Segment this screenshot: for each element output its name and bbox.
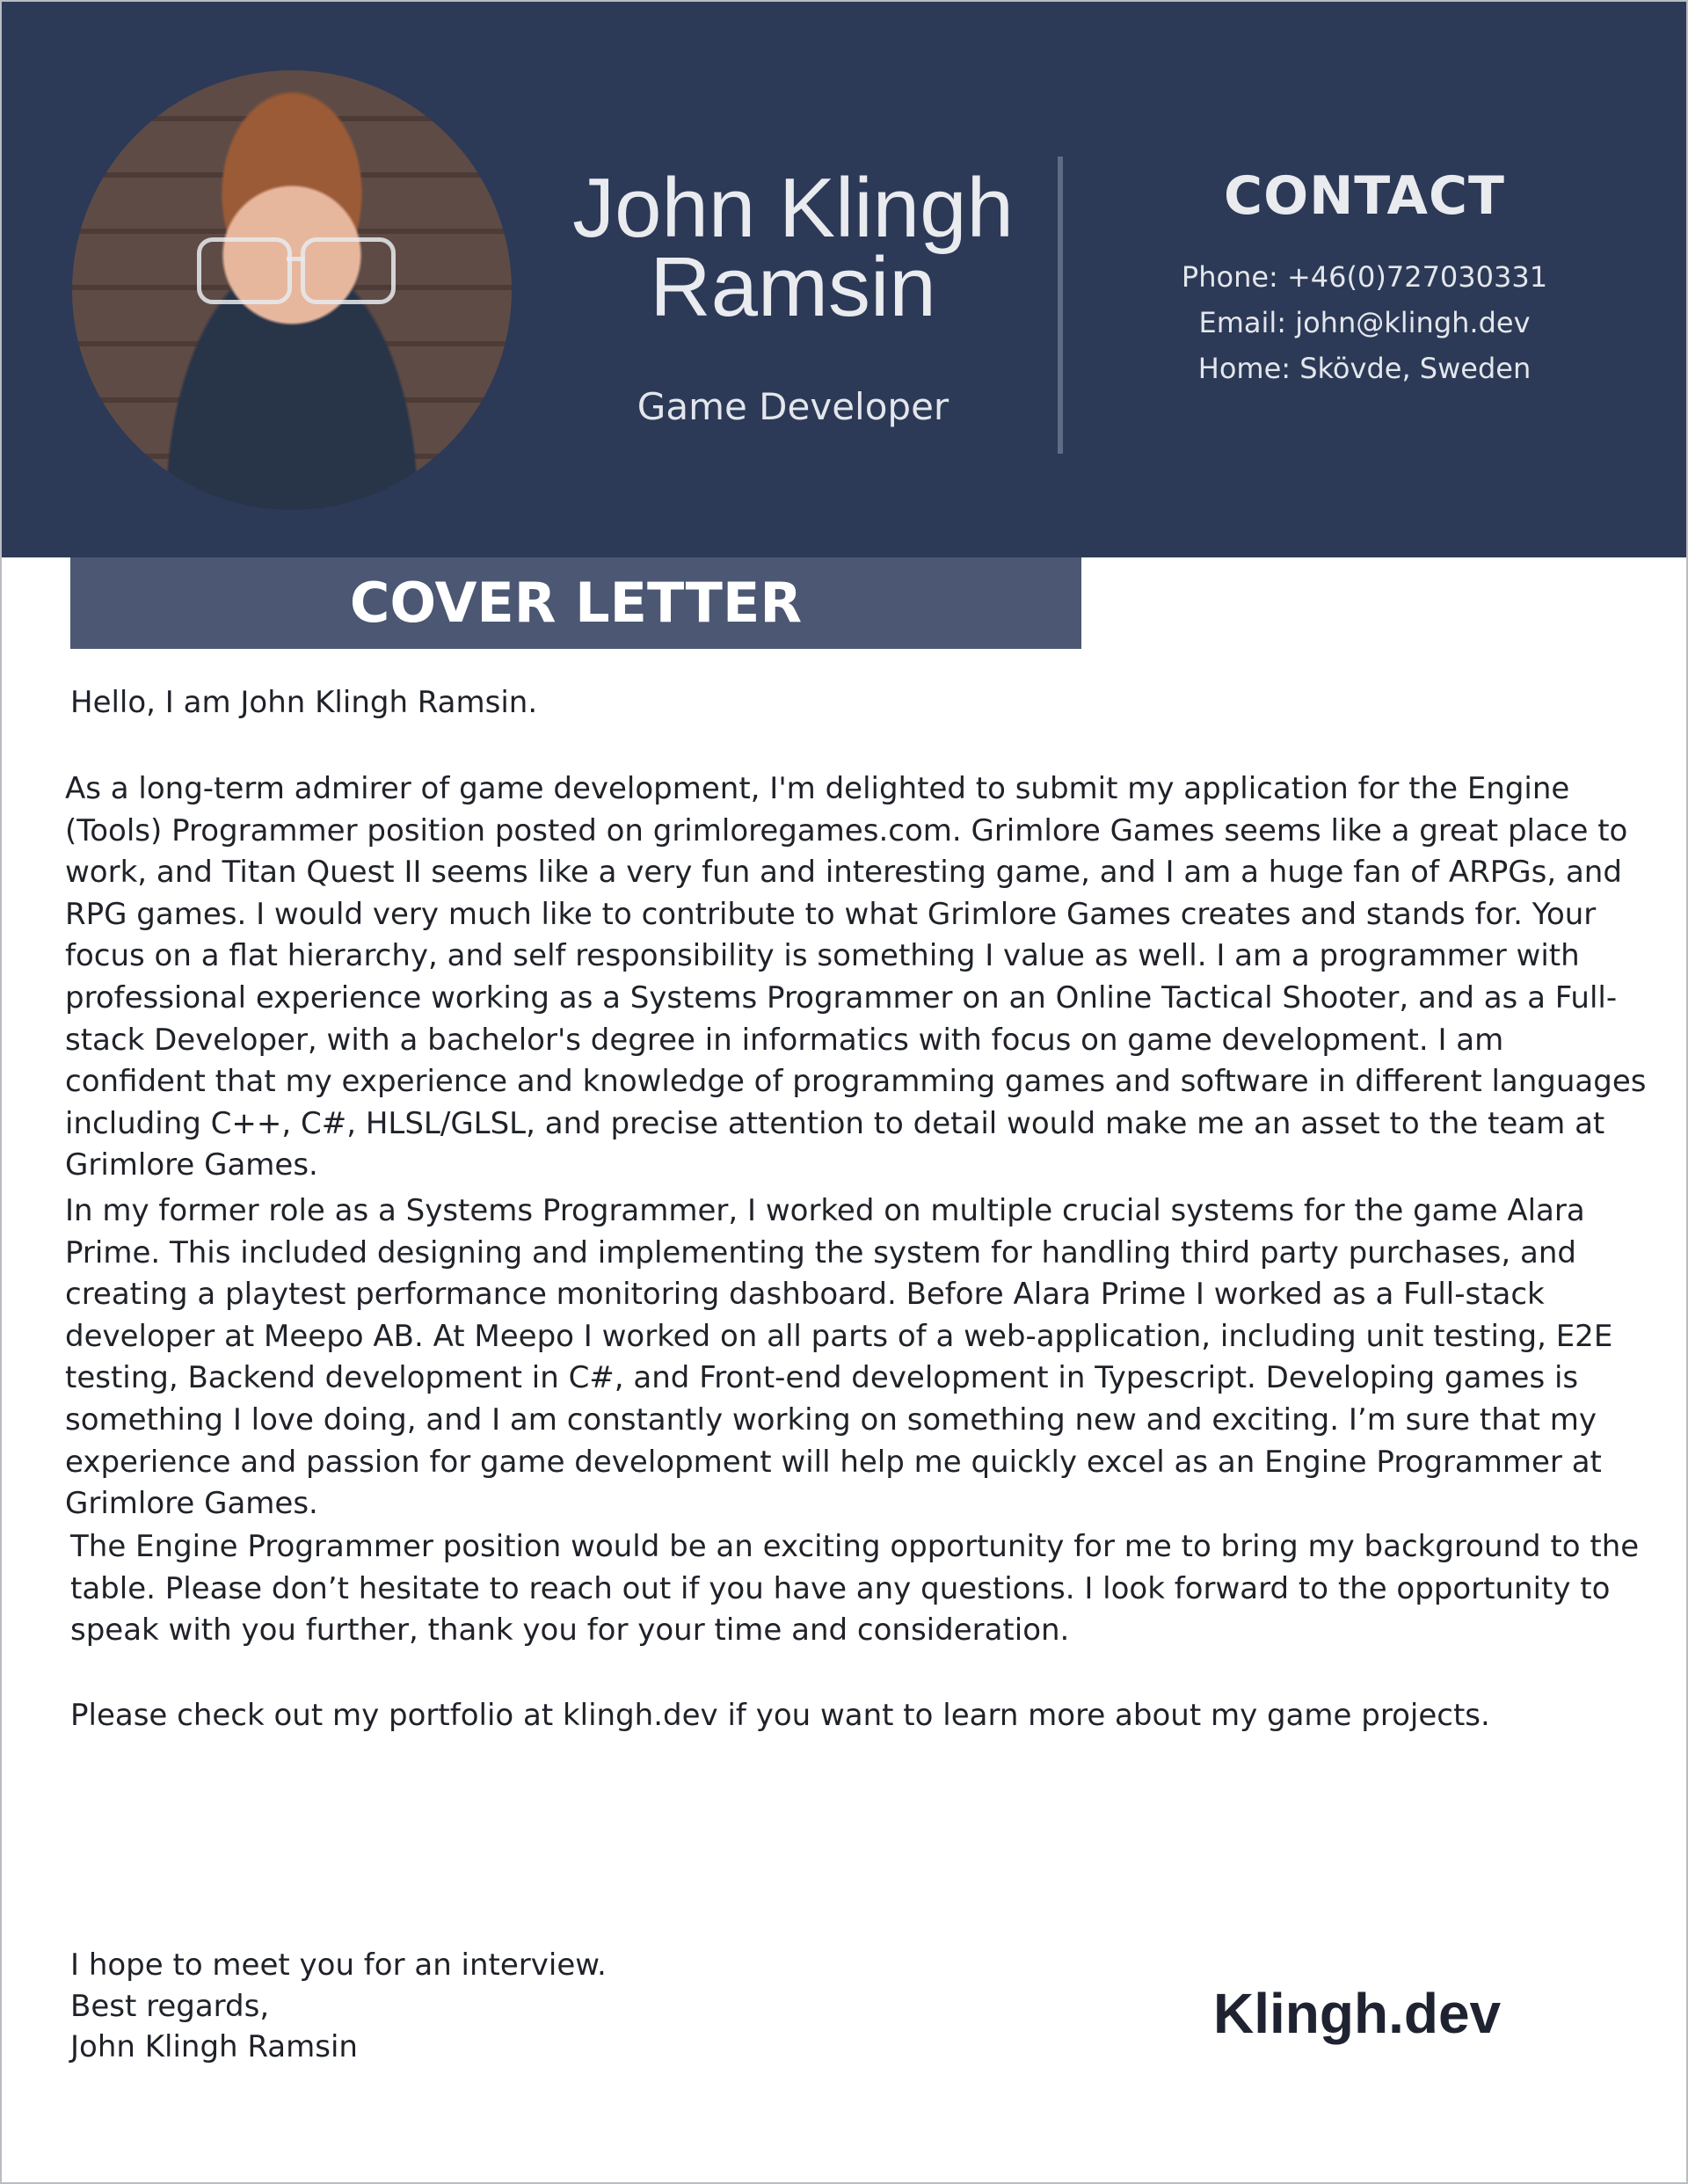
cover-letter-title: COVER LETTER xyxy=(349,571,803,635)
klingh-dev-logo: Klingh.dev xyxy=(1213,1982,1502,2045)
candidate-name-line2: Ramsin xyxy=(650,240,936,334)
letter-greeting: Hello, I am John Klingh Ramsin. xyxy=(70,685,538,720)
header-divider xyxy=(1058,157,1063,454)
letter-paragraph-1: As a long-term admirer of game development, I'm delighted to submit my application for the Engine (Tools) Programmer position posted on grimloregames.com. Grimlore Games seems like a great place to work, and Titan Quest II seems like a very fun and interesting game, and I am a huge fan of ARPGs, and RPG games. I would very much like to contribute to what Grimlore Games creates and stands for. Your focus on a flat hierarchy, and self responsibility is something I value as well. I am a programmer with professional experience working as a Systems Programmer on an Online Tactical Shooter, and as a Full-stack Developer, with a bachelor's degree in informatics with focus on game development. I am confident that my experience and knowledge of programming games and software in different languages including C++, C#, HLSL/GLSL, and precise attention to detail would make me an asset to the team at Grimlore Games. xyxy=(65,771,1647,1183)
glasses-icon xyxy=(301,237,396,304)
contact-home: Home: Skövde, Sweden xyxy=(1197,352,1532,385)
letter-paragraph-3: The Engine Programmer position would be an exciting opportunity for me to bring my background to the table. Please don’t hesitate to reach out if you have any questions. I look forward to the opportunity to speak with you further, thank you for your time and consideration. xyxy=(70,1529,1640,1649)
contact-email: Email: john@klingh.dev xyxy=(1198,306,1531,339)
glasses-icon xyxy=(197,237,292,304)
candidate-role: Game Developer xyxy=(637,385,950,428)
glasses-bridge xyxy=(287,257,304,261)
cover-letter-banner xyxy=(70,557,1081,649)
closing-line: I hope to meet you for an interview. xyxy=(70,1947,607,1983)
candidate-name-line1: John Klingh xyxy=(572,161,1014,255)
letter-paragraph-4: Please check out my portfolio at klingh.dev if you want to learn more about my game projects. xyxy=(70,1698,1490,1733)
candidate-name xyxy=(529,161,1057,334)
closing-signature: John Klingh Ramsin xyxy=(70,2029,358,2064)
letter-paragraph-2: In my former role as a Systems Programmer, I worked on multiple crucial systems for the game Alara Prime. This included designing and implementing the system for handling third party purchases, and creating a playtest performance monitoring dashboard. Before Alara Prime I worked as a Full-stack developer at Meepo AB. At Meepo I worked on all parts of a web-application, including unit testing, E2E testing, Backend development in C#, and Front-end development in Typescript. Developing games is something I love doing, and I am constantly working on something new and exciting. I’m sure that my experience and passion for game development will help me quickly excel as an Engine Programmer at Grimlore Games. xyxy=(65,1193,1613,1522)
header xyxy=(2,2,1686,557)
closing-line: Best regards, xyxy=(70,1988,270,2024)
contact-title: CONTACT xyxy=(1224,165,1505,227)
profile-photo xyxy=(72,70,512,510)
letter-closing xyxy=(70,1945,862,2068)
contact-phone: Phone: +46(0)727030331 xyxy=(1181,260,1548,294)
